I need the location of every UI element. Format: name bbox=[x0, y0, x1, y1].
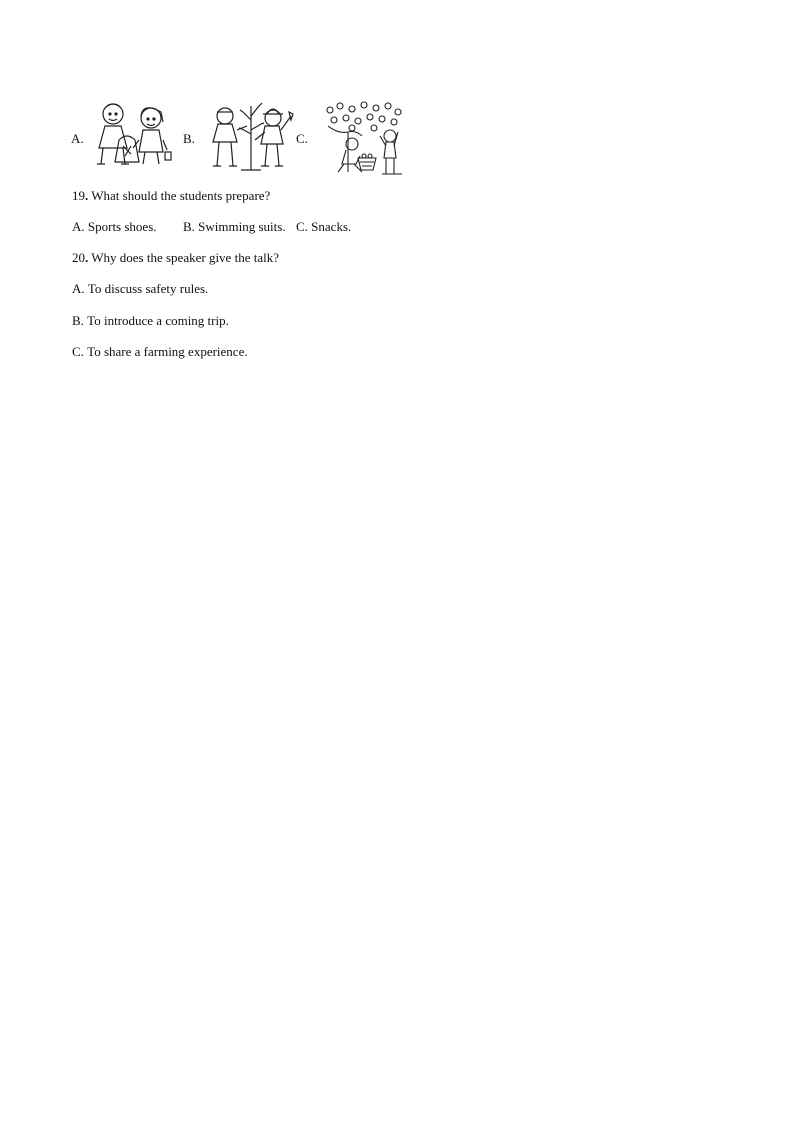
question-text: What should the students prepare? bbox=[88, 188, 271, 203]
option-letter: A. bbox=[72, 219, 85, 234]
question-20 bbox=[72, 251, 279, 264]
option-letter: A. bbox=[71, 131, 84, 146]
option-text: Snacks. bbox=[311, 219, 352, 234]
question-dot: . bbox=[85, 188, 89, 203]
option-letter: A. bbox=[72, 281, 85, 296]
option-text: To share a farming experience. bbox=[87, 344, 248, 359]
question-dot: . bbox=[85, 250, 89, 265]
option-text: To introduce a coming trip. bbox=[87, 313, 229, 328]
children-picking-up-litter-illustration-icon bbox=[93, 100, 173, 170]
option-letter: B. bbox=[183, 219, 195, 234]
option-text: Swimming suits. bbox=[198, 219, 286, 234]
question-number: 20 bbox=[72, 250, 85, 265]
q19-option-b[interactable] bbox=[183, 220, 286, 233]
option-letter: B. bbox=[183, 131, 195, 146]
question-text: Why does the speaker give the talk? bbox=[88, 250, 279, 265]
people-picking-fruit-illustration-icon bbox=[324, 100, 404, 176]
question-number: 19 bbox=[72, 188, 85, 203]
q20-option-a[interactable] bbox=[72, 282, 208, 295]
option-text: To discuss safety rules. bbox=[87, 281, 209, 296]
option-letter: B. bbox=[72, 313, 84, 328]
q20-option-c[interactable] bbox=[72, 345, 248, 358]
q20-option-b[interactable] bbox=[72, 314, 229, 327]
option-letter: C. bbox=[296, 219, 308, 234]
option-text: Sports shoes. bbox=[87, 219, 157, 234]
question-19 bbox=[72, 189, 270, 202]
option-letter: C. bbox=[72, 344, 84, 359]
option-letter: C. bbox=[296, 131, 308, 146]
children-planting-tree-illustration-icon bbox=[207, 100, 295, 172]
q19-option-c[interactable] bbox=[296, 220, 351, 233]
q19-option-a[interactable] bbox=[72, 220, 157, 233]
